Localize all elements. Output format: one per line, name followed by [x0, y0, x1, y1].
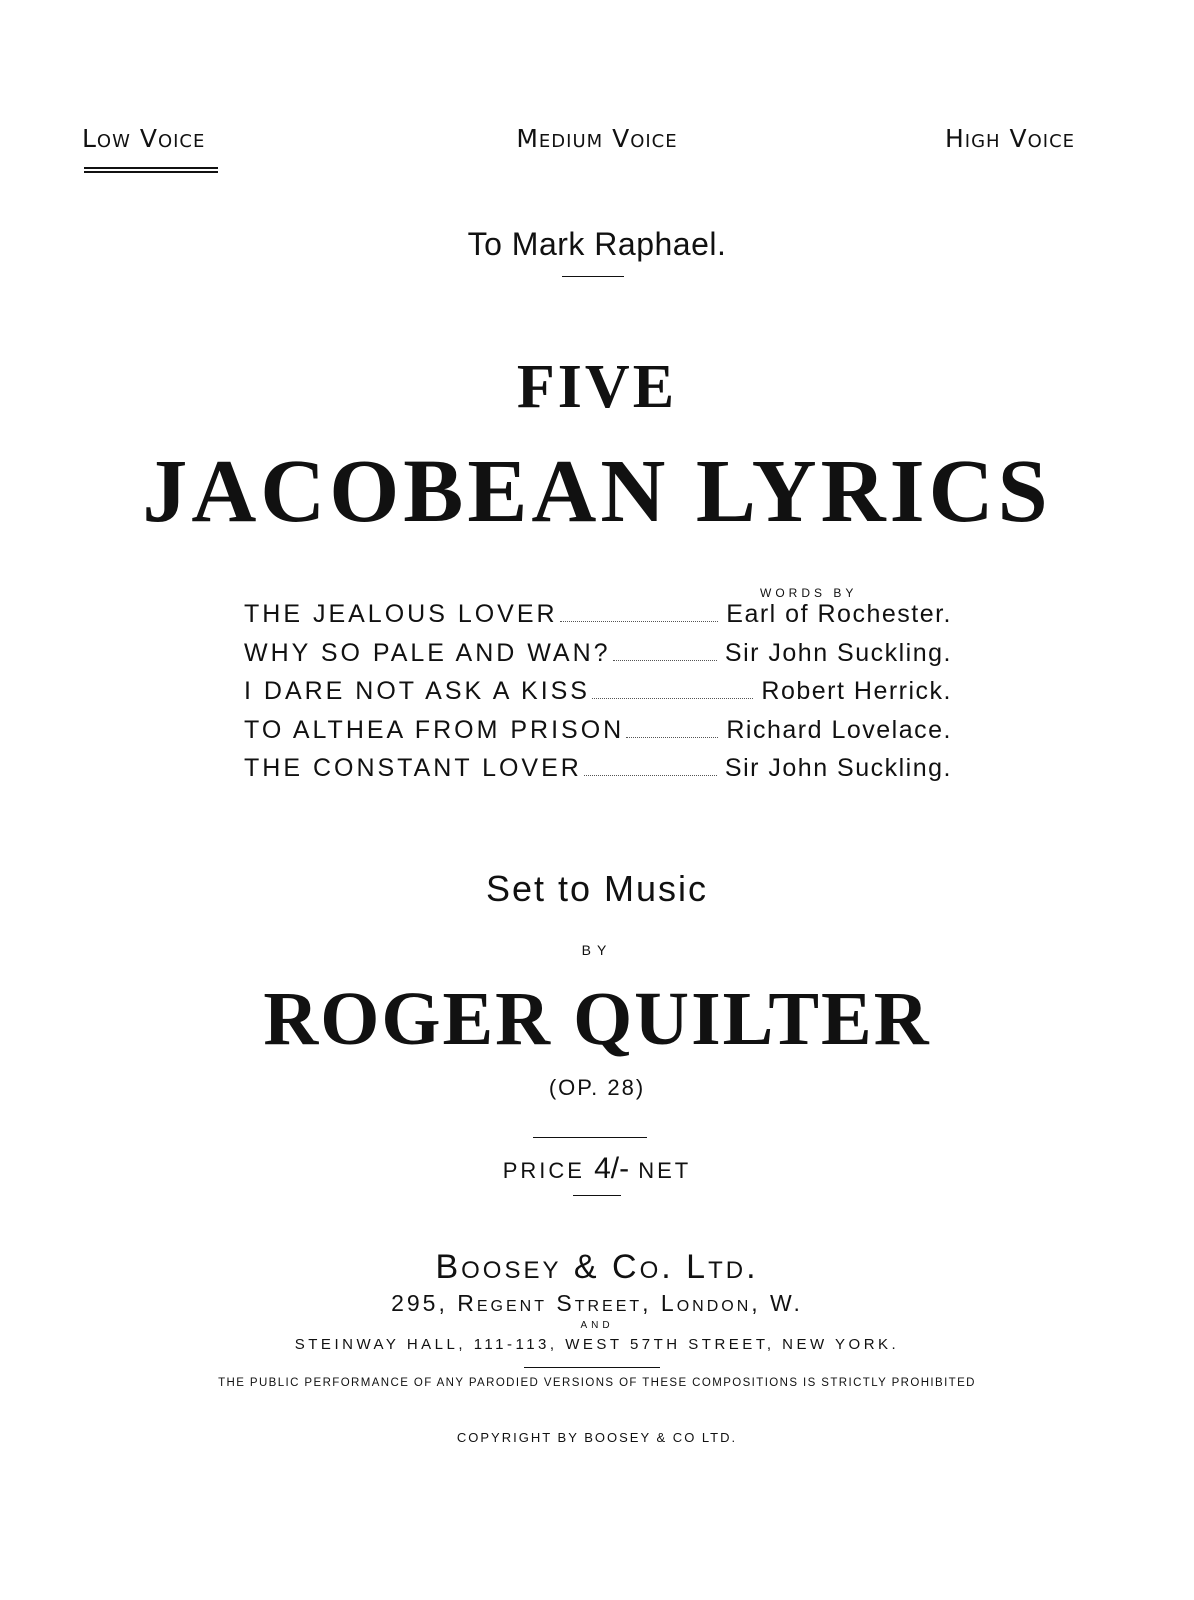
dedication-rule	[562, 276, 624, 277]
price-suffix: NET	[638, 1158, 692, 1183]
song-title: TO ALTHEA FROM PRISON	[244, 715, 625, 744]
song-title: WHY SO PALE AND WAN?	[244, 638, 611, 667]
song-poet: Robert Herrick.	[761, 677, 952, 705]
song-row	[244, 639, 952, 678]
address-rule	[524, 1367, 660, 1368]
leader-dots	[626, 736, 718, 738]
voice-low-label: Low Voice	[82, 124, 206, 153]
leader-dots	[613, 659, 717, 661]
title-line-1: FIVE	[516, 353, 678, 421]
song-poet: Sir John Suckling.	[724, 754, 952, 782]
price-prefix: PRICE	[502, 1158, 585, 1183]
song-row	[244, 677, 952, 716]
leader-dots	[584, 774, 717, 776]
leader-dots	[560, 620, 719, 622]
publisher-name: Boosey & Co. Ltd.	[435, 1248, 759, 1286]
song-row	[244, 754, 952, 793]
composer-name: ROGER QUILTER	[263, 977, 931, 1061]
song-poet: Sir John Suckling.	[724, 638, 952, 667]
performance-notice: THE PUBLIC PERFORMANCE OF ANY PARODIED VERSIONS OF THESE COMPOSITIONS IS STRICTLY PROHIBITED	[218, 1377, 976, 1389]
title-line-2: JACOBEAN LYRICS	[142, 442, 1052, 541]
song-row	[244, 716, 952, 755]
price-rule-bottom	[573, 1195, 621, 1196]
opus-number: (OP. 28)	[548, 1075, 646, 1100]
song-poet: Earl of Rochester.	[726, 600, 952, 628]
set-to-music: Set to Music	[485, 868, 709, 909]
by-label: BY	[581, 942, 613, 958]
words-by-label: WORDS BY	[760, 586, 858, 600]
copyright: COPYRIGHT BY BOOSEY & CO LTD.	[456, 1430, 738, 1445]
leader-dots	[592, 697, 753, 699]
and-label: AND	[580, 1320, 614, 1331]
song-title: I DARE NOT ASK A KISS	[244, 677, 590, 705]
price-amount: 4/-	[594, 1152, 630, 1185]
song-row	[244, 600, 952, 639]
price	[0, 1152, 1194, 1186]
voice-medium-label: Medium Voice	[516, 124, 678, 153]
song-list	[244, 600, 952, 793]
dedication: To Mark Raphael.	[467, 226, 727, 262]
song-title: THE CONSTANT LOVER	[244, 754, 582, 782]
song-title: THE JEALOUS LOVER	[244, 600, 558, 628]
publisher-address-new-york: STEINWAY HALL, 111-113, WEST 57TH STREET, NEW YORK.	[294, 1336, 900, 1353]
song-poet: Richard Lovelace.	[726, 715, 952, 744]
publisher-address-london: 295, Regent Street, London, W.	[391, 1290, 803, 1316]
voice-low-underline	[84, 167, 218, 173]
voice-high-label: High Voice	[945, 124, 1076, 153]
price-rule-top	[533, 1137, 647, 1138]
